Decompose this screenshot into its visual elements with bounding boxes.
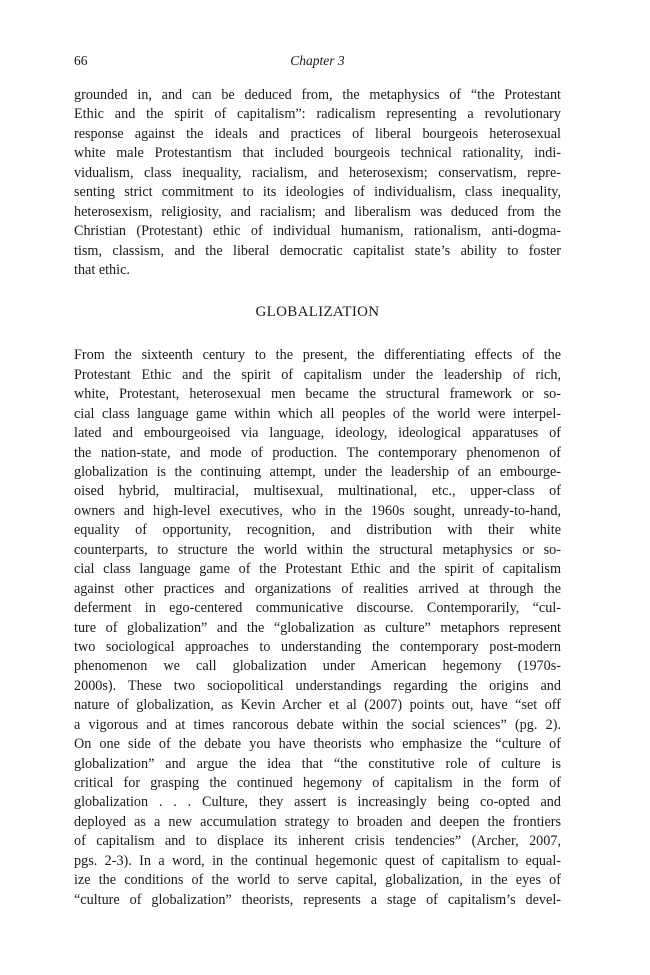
- text-line: critical for grasping the continued hegemony of capitalism in the form of: [74, 775, 561, 791]
- text-line: ture of globalization” and the “globalization as culture” metaphors represent: [74, 619, 561, 636]
- text-line: grounded in, and can be deduced from, the metaphysics of “the Protestant: [74, 87, 561, 103]
- text-line: tism, classism, and the liberal democratic capitalist state’s ability to foster: [74, 242, 561, 259]
- text-line: response against the ideals and practices of liberal bourgeois heterosexual: [74, 125, 561, 142]
- text-line: white, Protestant, heterosexual men became the structural framework or so-: [74, 386, 561, 403]
- text-line: a vigorous and at times rancorous debate within the social sciences” (pg. 2).: [74, 716, 561, 733]
- text-line: oised hybrid, multiracial, multisexual, multinational, etc., upper-class of: [74, 483, 561, 500]
- text-line: white male Protestantism that included bourgeois technical rationality, indi-: [74, 145, 561, 162]
- text-line: lated and embourgeoised via language, ideology, ideological apparatuses of: [74, 425, 561, 442]
- book-page: [74, 52, 561, 910]
- text-line: globalization” and argue the idea that “the constitutive role of culture is: [74, 755, 561, 772]
- text-line: cial class language game within which all peoples of the world were interpel-: [74, 405, 561, 422]
- chapter-label: Chapter 3: [290, 53, 345, 68]
- text-line: pgs. 2-3). In a word, in the continual hegemonic quest of capitalism to equal-: [74, 852, 561, 869]
- section-heading: GLOBALIZATION: [255, 304, 380, 321]
- text-line: deployed as a new accumulation strategy to broaden and deepen the frontiers: [74, 813, 561, 830]
- text-line: “culture of globalization” theorists, represents a stage of capitalism’s devel-: [74, 891, 561, 908]
- text-line: of capitalism and to displace its inherent crisis tendencies” (Archer, 2007,: [74, 833, 561, 850]
- text-line: the nation-state, and mode of production. The contemporary phenomenon of: [74, 444, 561, 461]
- text-line: Ethic and the spirit of capitalism”: radicalism representing a revolutionary: [74, 106, 561, 123]
- text-line: senting strict commitment to its ideologies of individualism, class inequality,: [74, 184, 561, 201]
- text-line: counterparts, to structure the world within the structural metaphysics or so-: [74, 541, 561, 558]
- text-line: equality of opportunity, recognition, and distribution with their white: [74, 522, 561, 539]
- paragraph-2: [74, 346, 561, 910]
- text-line: From the sixteenth century to the present, the differentiating effects of the: [74, 347, 561, 364]
- text-line: that ethic.: [74, 261, 130, 278]
- running-head: [74, 52, 561, 74]
- text-line: against other practices and organizations of realities arrived at through the: [74, 580, 561, 597]
- text-line: deferment in ego-centered communicative discourse. Contemporarily, “cul-: [74, 600, 561, 617]
- text-line: vidualism, class inequality, racialism, and heterosexism; conservatism, repre-: [74, 164, 561, 181]
- text-line: On one side of the debate you have theorists who emphasize the “culture of: [74, 736, 561, 753]
- text-line: owners and high-level executives, who in the 1960s sought, unready-to-hand,: [74, 502, 561, 519]
- text-line: two sociological approaches to understanding the contemporary post-modern: [74, 638, 561, 655]
- text-line: nature of globalization, as Kevin Archer et al (2007) points out, have “set off: [74, 697, 561, 714]
- text-line: ize the conditions of the world to serve capital, globalization, in the eyes of: [74, 872, 561, 889]
- text-line: globalization is the continuing attempt, under the leadership of an embourge-: [74, 464, 561, 480]
- text-line: 2000s). These two sociopolitical understandings regarding the origins and: [74, 677, 561, 694]
- text-line: Christian (Protestant) ethic of individual humanism, rationalism, anti-dogma-: [74, 223, 561, 240]
- text-line: heterosexism, religiosity, and racialism; and liberalism was deduced from the: [74, 203, 561, 220]
- paragraph-1: [74, 86, 561, 280]
- text-line: globalization . . . Culture, they assert is increasingly being co-opted and: [74, 794, 561, 811]
- text-line: phenomenon we call globalization under American hegemony (1970s-: [74, 658, 561, 675]
- page-number: 66: [74, 53, 88, 68]
- text-line: cial class language game of the Protestant Ethic and the spirit of capitalism: [74, 561, 561, 578]
- text-line: Protestant Ethic and the spirit of capitalism under the leadership of rich,: [74, 366, 561, 383]
